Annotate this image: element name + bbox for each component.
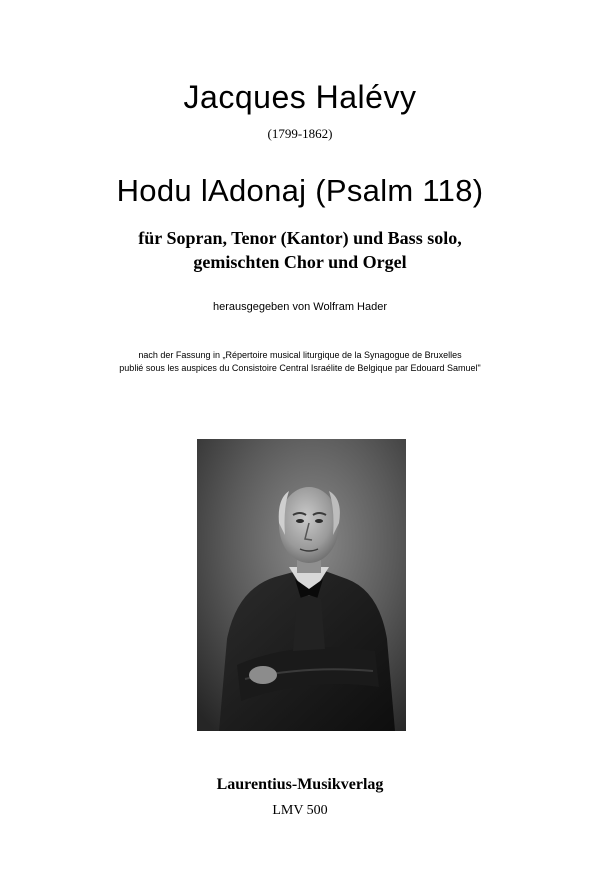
scoring-description (0, 226, 600, 274)
source-note-line-1: nach der Fassung in „Répertoire musical liturgique de la Synagogue de Bruxelles (138, 350, 462, 360)
composer-name: Jacques Halévy (183, 79, 417, 115)
publisher-name: Laurentius-Musikverlag (216, 776, 384, 793)
source-note-line-2: publié sous les auspices du Consistoire Central Israélite de Belgique par Edouard Samuel" (119, 363, 481, 373)
scoring-line-1: für Sopran, Tenor (Kantor) und Bass solo, (138, 228, 462, 248)
work-title: Hodu lAdonaj (Psalm 118) (116, 173, 484, 208)
source-note (0, 349, 600, 375)
composer-years: (1799-1862) (267, 126, 333, 141)
editor-credit: herausgegeben von Wolfram Hader (212, 301, 388, 313)
catalog-number: LMV 500 (272, 803, 328, 818)
composer-portrait-photo (197, 439, 406, 731)
scoring-line-2: gemischten Chor und Orgel (193, 252, 407, 272)
